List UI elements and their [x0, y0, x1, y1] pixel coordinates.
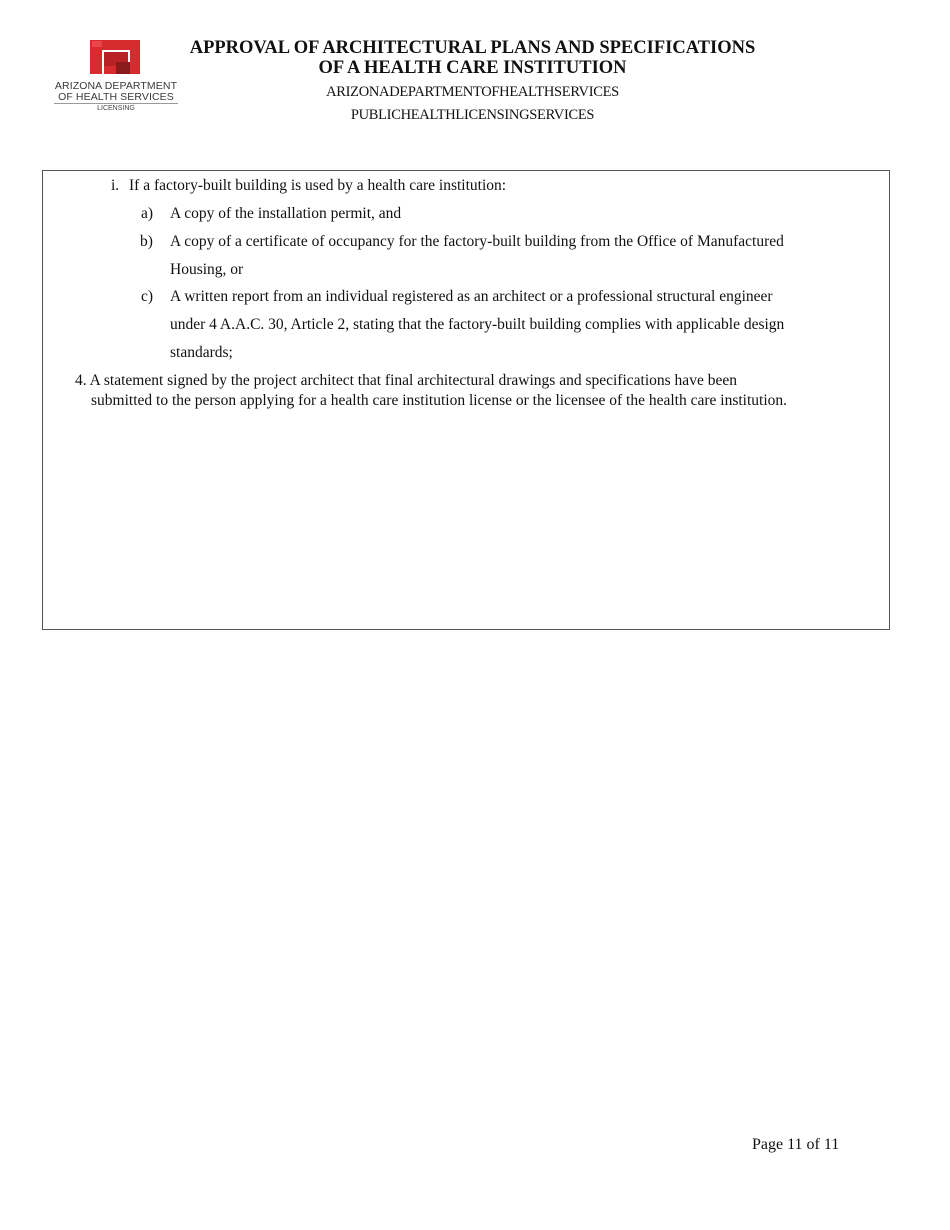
logo-text-line1: ARIZONA DEPARTMENT: [54, 80, 178, 92]
logo-text-line2: OF HEALTH SERVICES: [58, 91, 174, 103]
page-number: Page 11 of 11: [752, 1136, 840, 1153]
document-header: [180, 38, 765, 127]
sub-item-b-text-line2: Housing, or: [170, 261, 244, 278]
item-4-text-line2: submitted to the person applying for a health care institution license or the licensee of the health care institution.: [91, 392, 788, 409]
sub-item-a-marker: a): [141, 205, 154, 222]
document-title-line1: APPROVAL OF ARCHITECTURAL PLANS AND SPECIFICATIONS: [189, 38, 756, 58]
adhs-emblem-icon: [88, 38, 144, 78]
agency-name: ARIZONADEPARTMENTOFHEALTHSERVICES: [326, 84, 619, 100]
item-i-text: If a factory-built building is used by a health care institution:: [129, 177, 507, 194]
sub-item-c-text-line3: standards;: [170, 344, 233, 361]
logo-subtitle: LICENSING: [97, 105, 135, 112]
sub-item-b-text-line1: A copy of a certificate of occupancy for the factory-built building from the Office of Manufactured: [170, 233, 784, 250]
sub-item-c-marker: c): [141, 288, 154, 305]
sub-item-c-text-line2: under 4 A.A.C. 30, Article 2, stating that the factory-built building complies with applicable design: [170, 316, 785, 333]
content-box: [42, 170, 890, 630]
logo-divider: [54, 103, 178, 104]
sub-item-a-text: A copy of the installation permit, and: [170, 205, 402, 222]
sub-item-c-text-line1: A written report from an individual registered as an architect or a professional structural engineer: [170, 288, 773, 305]
sub-item-b-marker: b): [140, 233, 153, 250]
document-title-line2: OF A HEALTH CARE INSTITUTION: [318, 58, 627, 78]
item-4-text-line1: 4. A statement signed by the project architect that final architectural drawings and specifications have been: [75, 372, 737, 389]
adhs-logo: [54, 38, 178, 116]
agency-division: PUBLICHEALTHLICENSINGSERVICES: [350, 107, 595, 123]
item-i-marker: i.: [111, 177, 120, 194]
